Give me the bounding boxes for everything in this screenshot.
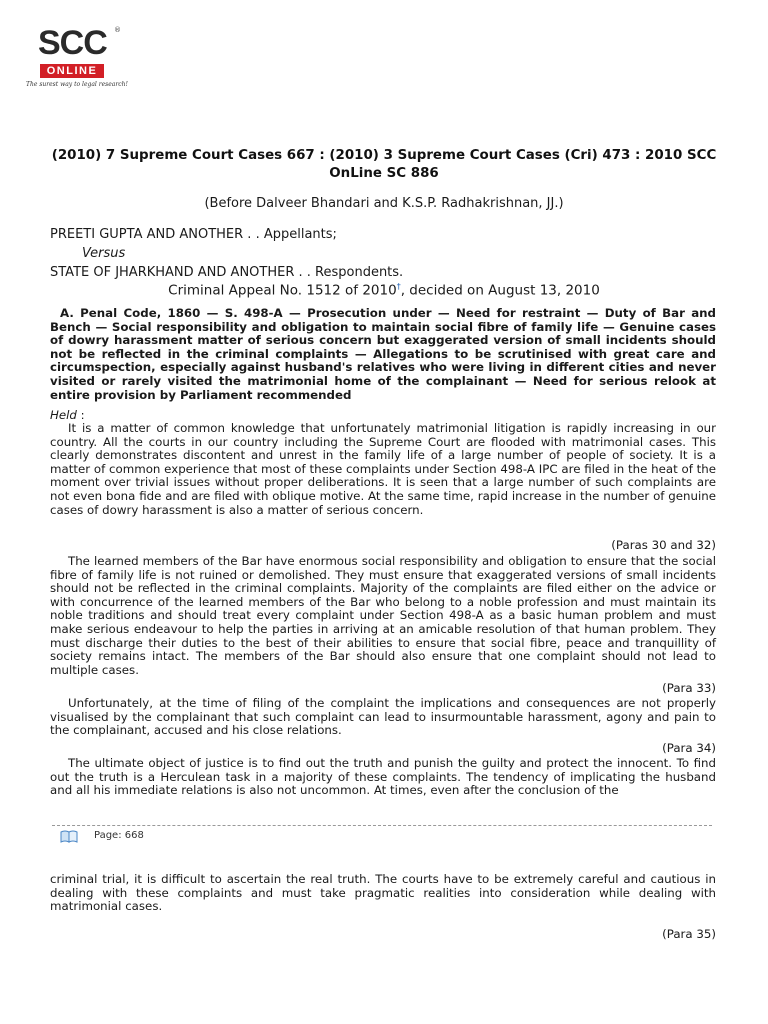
footnote-link[interactable]: †	[396, 282, 401, 291]
para-reference: (Para 34)	[662, 741, 716, 755]
parties	[50, 225, 403, 282]
respondents: STATE OF JHARKHAND AND ANOTHER . . Respondents.	[50, 265, 404, 280]
held-heading	[50, 408, 85, 422]
para-reference: (Para 33)	[662, 681, 716, 695]
page-divider	[52, 825, 712, 826]
held-label: Held	[50, 408, 77, 422]
paragraph: The ultimate object of justice is to find out the truth and punish the guilty and protect the innocent. To find out the truth is a Herculean task in a majority of these complaints. The tendency of implicating the husband and all his immediate relations is also not uncommon. At times, even after the conclusion of the	[50, 756, 716, 798]
paragraph: criminal trial, it is difficult to ascertain the real truth. The courts have to be extremely careful and cautious in dealing with these complaints and must take pragmatic realities into consideration while dealing with matrimonial cases.	[50, 872, 716, 914]
logo-tagline: The surest way to legal research!	[26, 81, 128, 88]
appellants: PREETI GUPTA AND ANOTHER . . Appellants;	[50, 227, 337, 242]
logo-registered-mark: ®	[114, 26, 121, 34]
case-number: Criminal Appeal No. 1512 of 2010	[168, 282, 397, 299]
paragraph: The learned members of the Bar have enormous social responsibility and obligation to ensure that the social fibre of family life is not ruined or demolished. They must ensure that exaggerated versions of small incidents should not be reflected in the criminal complaints. Majority of the complaints are filed either on the advice or with concurrence of the learned members of the Bar who belong to a noble profession and must maintain its noble traditions and should treat every complaint under Section 498-A as a basic human problem and must make serious endeavour to help the parties in arriving at an amicable resolution of that human problem. They must discharge their duties to the best of their abilities to ensure that social fibre, peace and tranquillity of society remains intact. The members of the Bar should also ensure that one complaint should not lead to multiple cases.	[50, 554, 716, 677]
versus: Versus	[82, 246, 126, 261]
headnote: A. Penal Code, 1860 — S. 498-A — Prosecution under — Need for restraint — Duty of Bar and Bench — Social responsibility and obligation to maintain social fibre of family life — Genuine cases of dowry harassment matter of serious concern but exaggerated version of small incidents should not be reflected in the criminal complaints — Allegations to be scrutinised with great care and circumspection, especially against husband's relatives who were living in different cities and never visited or rarely visited the matrimonial home of the complainant — Need for serious relook at entire provision by Parliament recommended	[50, 306, 716, 402]
bench-text: (Before Dalveer Bhandari and K.S.P. Radhakrishnan, JJ.)	[204, 196, 564, 211]
page-break-icon	[60, 829, 78, 843]
paragraph: Unfortunately, at the time of filing of the complaint the implications and consequences are not properly visualised by the complainant that such complaint can lead to insurmountable harassment, agony and pain to the complainant, accused and his close relations.	[50, 696, 716, 738]
paragraph: It is a matter of common knowledge that unfortunately matrimonial litigation is rapidly increasing in our country. All the courts in our country including the Supreme Court are flooded with matrimonial cases. This clearly demonstrates discontent and unrest in the family life of a large number of people of society. It is a matter of common experience that most of these complaints under Section 498-A IPC are filed in the heat of the moment over trivial issues without proper deliberations. It is seen that a large number of such complaints are not even bona fide and are filed with oblique motive. At the same time, rapid increase in the number of genuine cases of dowry harassment is also a matter of serious concern.	[50, 421, 716, 517]
held-colon: :	[76, 408, 85, 422]
case-number-line	[0, 282, 768, 299]
para-reference: (Para 35)	[662, 927, 716, 941]
decided-date: , decided on August 13, 2010	[400, 282, 600, 299]
para-reference: (Paras 30 and 32)	[611, 538, 716, 552]
scc-online-logo	[26, 24, 136, 94]
logo-online-band: ONLINE	[40, 64, 104, 78]
citation-title: (2010) 7 Supreme Court Cases 667 : (2010) 3 Supreme Court Cases (Cri) 473 : 2010 SCC OnLine SC 886	[51, 148, 717, 181]
bench	[0, 196, 768, 211]
logo-brand: SCC	[38, 24, 107, 62]
page-number: Page: 668	[94, 830, 144, 841]
